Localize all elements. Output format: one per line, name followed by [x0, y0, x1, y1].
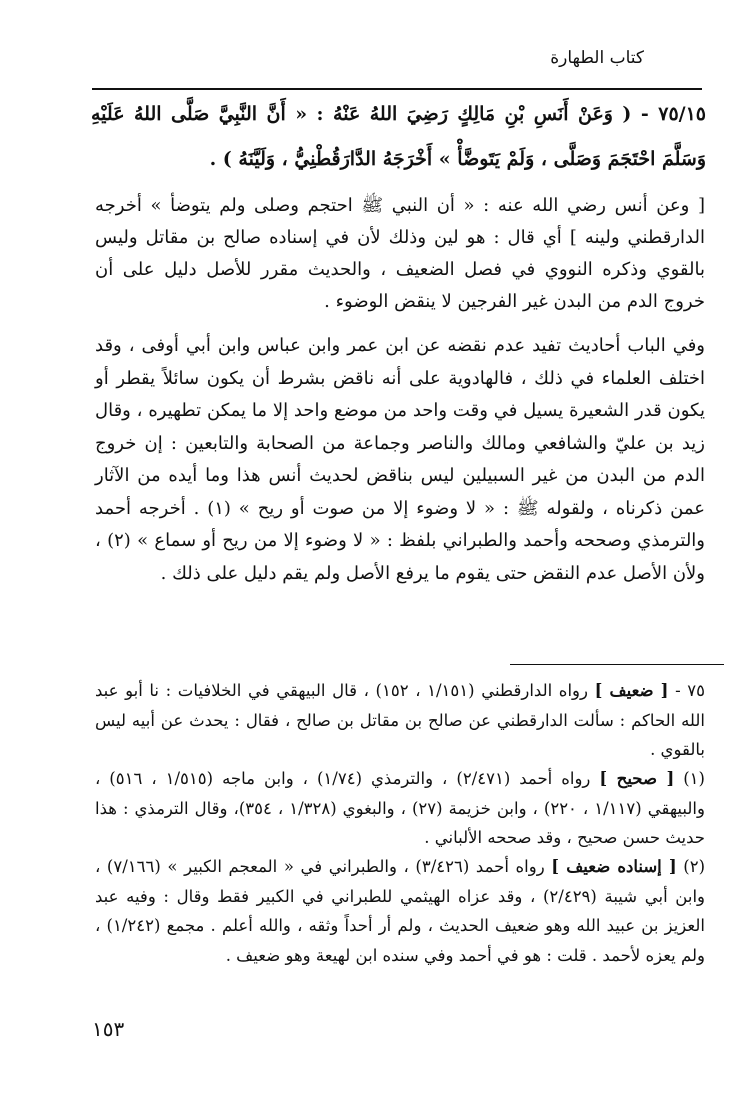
header-rule [92, 88, 702, 90]
footnote-1 [95, 764, 705, 853]
footnote-text: رواه الدارقطني (١/١٥١ ، ١٥٢) ، قال البيهقي في الخلافيات : نا أبو عبد الله الحاكم : سألت الدارقطني عن صالح بن مقاتل بن صالح ، فقال : يحدث عن أبيه ليس بالقوي . [95, 681, 705, 759]
hadith-text [91, 92, 706, 182]
footnote-grade: [ صحيح ] [599, 769, 675, 788]
commentary-paragraph-2: وفي الباب أحاديث تفيد عدم نقضه عن ابن عمر وابن عباس وابن أبي أوفى ، وقد اختلف العلماء في ذلك ، فالهادوية على أنه ناقض بشرط أن يكون سائلاً يقطر أو يكون قدر الشعيرة يسيل في وقت واحد من موضع واحد إلا ما يمكن تطهيره ، وقال زيد بن عليّ والشافعي ومالك والناصر وجماعة من الصحابة والتابعين : إن خروج الدم من البدن من غير السبيلين ليس بناقض لحديث أنس هذا وما أيده من الآثار عمن ذكرناه ، ولقوله ﷺ : « لا وضوء إلا من صوت أو ريح » (١) . أخرجه أحمد والترمذي وصححه وأحمد والطبراني بلفظ : « لا وضوء إلا من ريح أو سماع » (٢) ، ولأن الأصل عدم النقض حتى يقوم ما يرفع الأصل ولم يقم دليل على ذلك . [95, 335, 705, 584]
footnote-grade: [ ضعيف ] [594, 681, 669, 700]
footnote-marker: (٢) [683, 857, 706, 876]
hadith-body: ( وَعَنْ أَنَسِ بْنِ مَالِكٍ رَضِيَ اللهُ عَنْهُ : « أَنَّ النَّبِيَّ صَلَّى اللهُ عَلَيْهِ وَسَلَّمَ احْتَجَمَ وَصَلَّى ، وَلَمْ يَتَوضَّأْ » أَخْرَجَهُ الدَّارَقُطْنِيُّ ، وَلَيَّنَهُ ) . [91, 103, 706, 170]
footnote-text: رواه أحمد (٣/٤٢٦) ، والطبراني في « المعجم الكبير » (٧/١٦٦) ، وابن أبي شيبة (٢/٤٢٩) ، وقد عزاه الهيثمي للطبراني في الكبير فقط وقال : وفيه عبد العزيز بن عبيد الله وهو ضعيف الحديث ، ولم أر أحداً وثقه ، والله أعلم . مجمع (١/٢٤٢) ، ولم يعزه لأحمد . قلت : هو في أحمد وفي سنده ابن لهيعة وهو ضعيف . [95, 857, 706, 965]
footnote-grade: [ إسناده ضعيف ] [551, 857, 677, 876]
running-header-title: كتاب الطهارة [550, 48, 644, 68]
footnote-marker: ٧٥ - [675, 681, 706, 700]
footnote-rule [510, 664, 724, 665]
footnote-marker: (١) [683, 769, 705, 788]
footnote-75 [95, 676, 705, 765]
footnote-2 [95, 852, 705, 970]
hadith-number: ٧٥/١٥ - [640, 103, 706, 125]
page-number: ١٥٣ [92, 1017, 125, 1041]
commentary-paragraph-1: [ وعن أنس رضي الله عنه : « أن النبي ﷺ احتجم وصلى ولم يتوضأ » أخرجه الدارقطني ولينه ] أي قال : هو لين وذلك لأن في إسناده صالح بن مقاتل وليس بالقوي وذكره النووي في فصل الضعيف ، والحديث مقرر للأصل دليل على أن خروج الدم من البدن غير الفرجين لا ينقض الوضوء . [95, 195, 705, 312]
footnote-text: رواه أحمد (٢/٤٧١) ، والترمذي (١/٧٤) ، وابن ماجه (١/٥١٥ ، ٥١٦) ، والبيهقي (١/١١٧ ، ٢٢٠) ، وابن خزيمة (٢٧) ، والبغوي (١/٣٢٨ ، ٣٥٤)، وقال الترمذي : هذا حديث حسن صحيح ، وقد صححه الألباني . [95, 769, 705, 847]
